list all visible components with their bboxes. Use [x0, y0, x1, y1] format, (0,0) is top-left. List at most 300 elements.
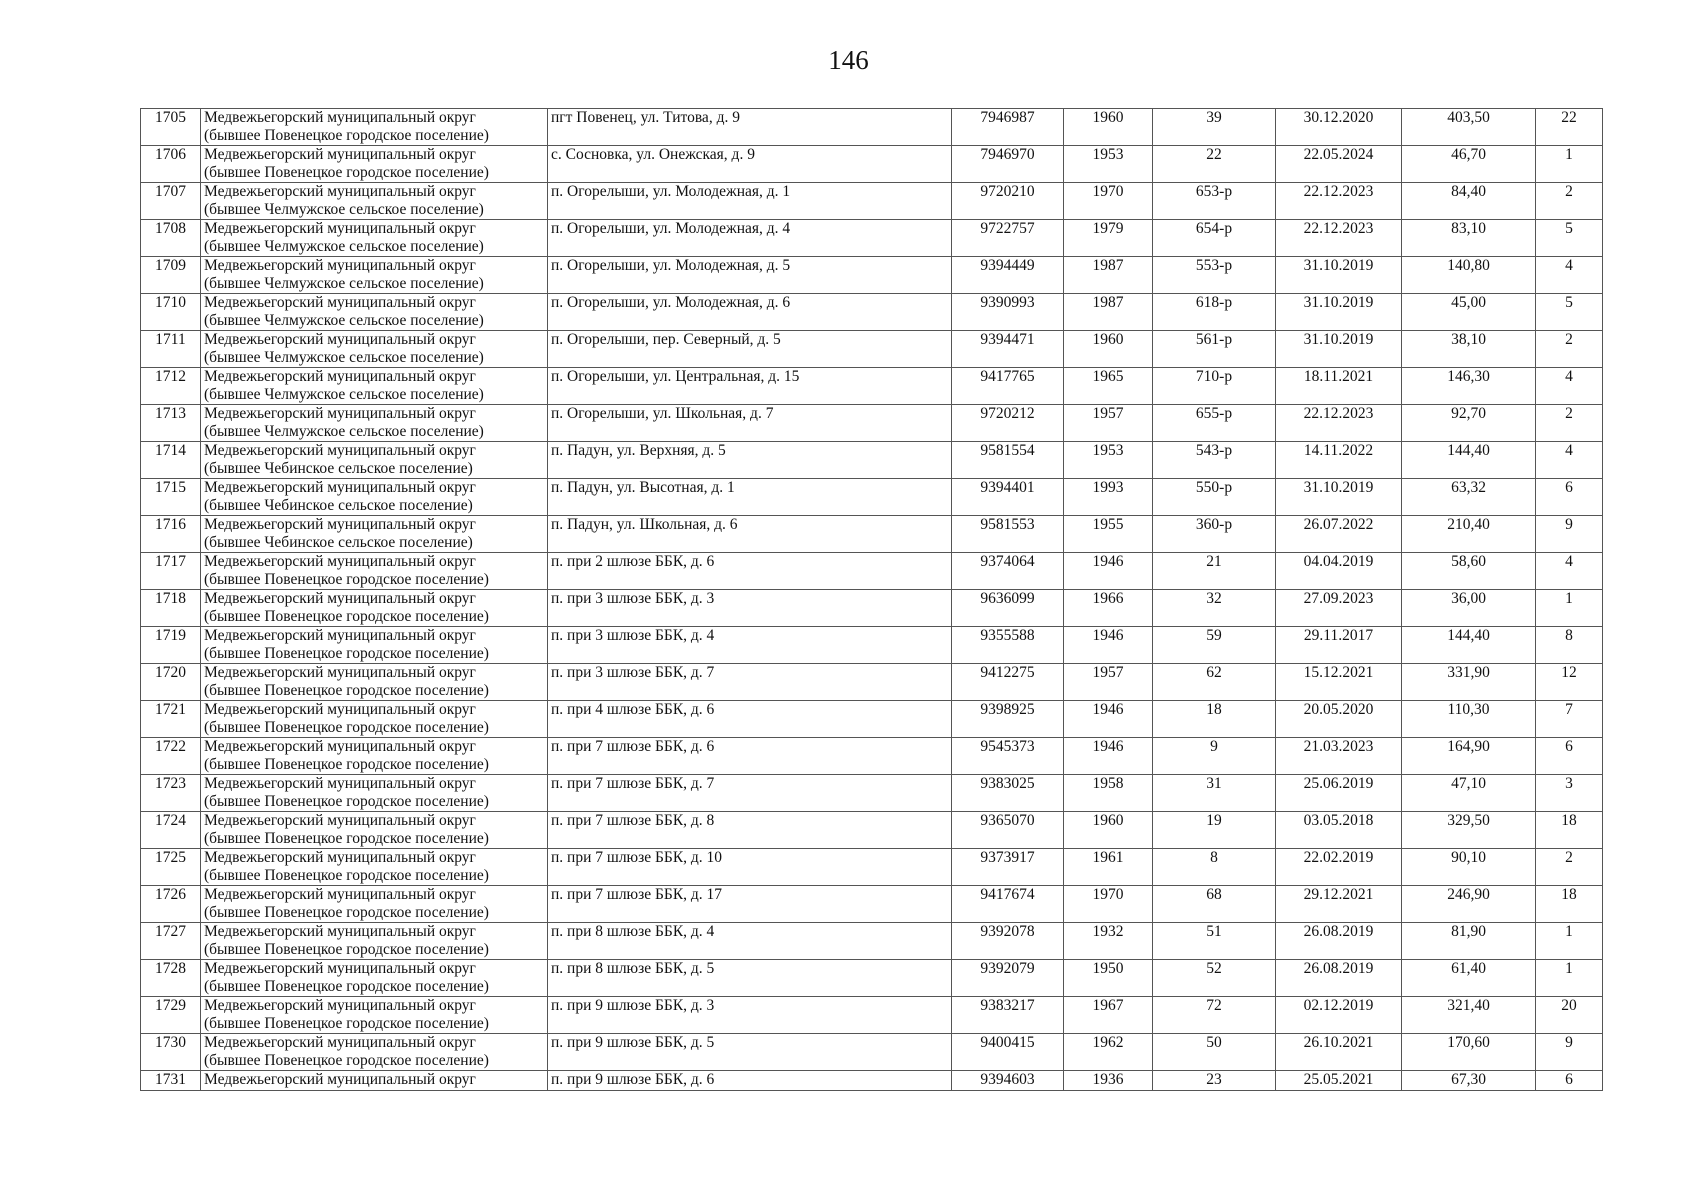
date-cell: 02.12.2019 [1276, 997, 1402, 1034]
municipality-cell [201, 405, 548, 442]
area-cell: 331,90 [1402, 664, 1536, 701]
date-cell: 22.12.2023 [1276, 405, 1402, 442]
document-number-cell: 543-р [1153, 442, 1276, 479]
municipality-cell [201, 701, 548, 738]
municipality-cell [201, 368, 548, 405]
year-cell: 1958 [1064, 775, 1153, 812]
date-cell: 18.11.2021 [1276, 368, 1402, 405]
municipality-name: Медвежьегорский муниципальный округ [204, 1034, 476, 1051]
table-row [141, 257, 1603, 294]
row-number-cell: 1709 [141, 257, 201, 294]
municipality-cell [201, 442, 548, 479]
area-cell: 92,70 [1402, 405, 1536, 442]
registry-body [141, 109, 1603, 1091]
registry-id-cell: 9400415 [952, 1034, 1064, 1071]
count-cell: 2 [1536, 331, 1603, 368]
municipality-cell [201, 257, 548, 294]
row-number-cell: 1711 [141, 331, 201, 368]
municipality-name: Медвежьегорский муниципальный округ [204, 183, 476, 200]
address-cell: п. при 3 шлюзе ББК, д. 7 [548, 664, 952, 701]
document-number-cell: 561-р [1153, 331, 1276, 368]
municipality-cell [201, 109, 548, 146]
year-cell: 1960 [1064, 109, 1153, 146]
former-settlement-name: (бывшее Повенецкое городское поселение) [204, 867, 489, 884]
address-cell: п. при 3 шлюзе ББК, д. 4 [548, 627, 952, 664]
municipality-name: Медвежьегорский муниципальный округ [204, 701, 476, 718]
address-cell: п. Огорелыши, ул. Школьная, д. 7 [548, 405, 952, 442]
document-number-cell: 655-р [1153, 405, 1276, 442]
count-cell: 6 [1536, 738, 1603, 775]
date-cell: 15.12.2021 [1276, 664, 1402, 701]
former-settlement-name: (бывшее Повенецкое городское поселение) [204, 756, 489, 773]
municipality-cell [201, 183, 548, 220]
registry-id-cell: 9355588 [952, 627, 1064, 664]
address-cell: п. при 9 шлюзе ББК, д. 5 [548, 1034, 952, 1071]
table-row [141, 405, 1603, 442]
date-cell: 22.12.2023 [1276, 183, 1402, 220]
table-row [141, 701, 1603, 738]
count-cell: 5 [1536, 294, 1603, 331]
row-number-cell: 1724 [141, 812, 201, 849]
area-cell: 146,30 [1402, 368, 1536, 405]
count-cell: 22 [1536, 109, 1603, 146]
former-settlement-name: (бывшее Повенецкое городское поселение) [204, 904, 489, 921]
former-settlement-name: (бывшее Челмужское сельское поселение) [204, 275, 484, 292]
table-row [141, 368, 1603, 405]
year-cell: 1987 [1064, 257, 1153, 294]
municipality-cell [201, 1071, 548, 1091]
document-number-cell: 550-р [1153, 479, 1276, 516]
document-number-cell: 618-р [1153, 294, 1276, 331]
municipality-name: Медвежьегорский муниципальный округ [204, 1071, 476, 1088]
address-cell: с. Сосновка, ул. Онежская, д. 9 [548, 146, 952, 183]
row-number-cell: 1720 [141, 664, 201, 701]
municipality-cell [201, 220, 548, 257]
document-number-cell: 8 [1153, 849, 1276, 886]
table-row [141, 442, 1603, 479]
area-cell: 61,40 [1402, 960, 1536, 997]
former-settlement-name: (бывшее Повенецкое городское поселение) [204, 682, 489, 699]
municipality-cell [201, 812, 548, 849]
registry-id-cell: 9545373 [952, 738, 1064, 775]
area-cell: 58,60 [1402, 553, 1536, 590]
row-number-cell: 1707 [141, 183, 201, 220]
municipality-name: Медвежьегорский муниципальный округ [204, 109, 476, 126]
municipality-name: Медвежьегорский муниципальный округ [204, 516, 476, 533]
date-cell: 29.11.2017 [1276, 627, 1402, 664]
registry-id-cell: 9581553 [952, 516, 1064, 553]
count-cell: 9 [1536, 516, 1603, 553]
count-cell: 2 [1536, 183, 1603, 220]
row-number-cell: 1722 [141, 738, 201, 775]
year-cell: 1936 [1064, 1071, 1153, 1091]
registry-id-cell: 9636099 [952, 590, 1064, 627]
municipality-name: Медвежьегорский муниципальный округ [204, 664, 476, 681]
row-number-cell: 1730 [141, 1034, 201, 1071]
area-cell: 36,00 [1402, 590, 1536, 627]
page-number: 146 [828, 45, 869, 75]
year-cell: 1950 [1064, 960, 1153, 997]
year-cell: 1970 [1064, 183, 1153, 220]
date-cell: 31.10.2019 [1276, 331, 1402, 368]
municipality-cell [201, 590, 548, 627]
year-cell: 1960 [1064, 331, 1153, 368]
registry-id-cell: 9392078 [952, 923, 1064, 960]
municipality-cell [201, 479, 548, 516]
address-cell: п. Огорелыши, ул. Центральная, д. 15 [548, 368, 952, 405]
area-cell: 84,40 [1402, 183, 1536, 220]
municipality-name: Медвежьегорский муниципальный округ [204, 627, 476, 644]
former-settlement-name: (бывшее Повенецкое городское поселение) [204, 645, 489, 662]
year-cell: 1946 [1064, 553, 1153, 590]
registry-id-cell: 9417765 [952, 368, 1064, 405]
address-cell: п. при 9 шлюзе ББК, д. 3 [548, 997, 952, 1034]
registry-id-cell: 7946987 [952, 109, 1064, 146]
former-settlement-name: (бывшее Повенецкое городское поселение) [204, 127, 489, 144]
address-cell: п. при 8 шлюзе ББК, д. 5 [548, 960, 952, 997]
count-cell: 20 [1536, 997, 1603, 1034]
year-cell: 1955 [1064, 516, 1153, 553]
row-number-cell: 1715 [141, 479, 201, 516]
row-number-cell: 1710 [141, 294, 201, 331]
area-cell: 170,60 [1402, 1034, 1536, 1071]
former-settlement-name: (бывшее Челмужское сельское поселение) [204, 423, 484, 440]
date-cell: 26.10.2021 [1276, 1034, 1402, 1071]
registry-id-cell: 9373917 [952, 849, 1064, 886]
area-cell: 164,90 [1402, 738, 1536, 775]
document-number-cell: 59 [1153, 627, 1276, 664]
table-row [141, 516, 1603, 553]
area-cell: 46,70 [1402, 146, 1536, 183]
former-settlement-name: (бывшее Повенецкое городское поселение) [204, 793, 489, 810]
document-number-cell: 51 [1153, 923, 1276, 960]
registry-id-cell: 9383025 [952, 775, 1064, 812]
count-cell: 18 [1536, 886, 1603, 923]
year-cell: 1946 [1064, 701, 1153, 738]
area-cell: 90,10 [1402, 849, 1536, 886]
municipality-name: Медвежьегорский муниципальный округ [204, 775, 476, 792]
year-cell: 1966 [1064, 590, 1153, 627]
count-cell: 3 [1536, 775, 1603, 812]
document-number-cell: 31 [1153, 775, 1276, 812]
count-cell: 4 [1536, 368, 1603, 405]
municipality-name: Медвежьегорский муниципальный округ [204, 997, 476, 1014]
count-cell: 18 [1536, 812, 1603, 849]
document-number-cell: 653-р [1153, 183, 1276, 220]
row-number-cell: 1725 [141, 849, 201, 886]
count-cell: 9 [1536, 1034, 1603, 1071]
count-cell: 4 [1536, 553, 1603, 590]
municipality-name: Медвежьегорский муниципальный округ [204, 849, 476, 866]
former-settlement-name: (бывшее Повенецкое городское поселение) [204, 1052, 489, 1069]
registry-id-cell: 9417674 [952, 886, 1064, 923]
table-row [141, 664, 1603, 701]
registry-id-cell: 9398925 [952, 701, 1064, 738]
count-cell: 7 [1536, 701, 1603, 738]
table-row [141, 331, 1603, 368]
former-settlement-name: (бывшее Повенецкое городское поселение) [204, 1015, 489, 1032]
table-row [141, 1034, 1603, 1071]
document-number-cell: 18 [1153, 701, 1276, 738]
date-cell: 22.02.2019 [1276, 849, 1402, 886]
area-cell: 63,32 [1402, 479, 1536, 516]
table-row [141, 553, 1603, 590]
former-settlement-name: (бывшее Челмужское сельское поселение) [204, 312, 484, 329]
registry-id-cell: 9581554 [952, 442, 1064, 479]
document-number-cell: 72 [1153, 997, 1276, 1034]
address-cell: п. при 7 шлюзе ББК, д. 6 [548, 738, 952, 775]
row-number-cell: 1706 [141, 146, 201, 183]
date-cell: 03.05.2018 [1276, 812, 1402, 849]
row-number-cell: 1731 [141, 1071, 201, 1091]
former-settlement-name: (бывшее Челмужское сельское поселение) [204, 238, 484, 255]
municipality-cell [201, 849, 548, 886]
date-cell: 25.05.2021 [1276, 1071, 1402, 1091]
municipality-name: Медвежьегорский муниципальный округ [204, 886, 476, 903]
address-cell: п. Огорелыши, пер. Северный, д. 5 [548, 331, 952, 368]
registry-id-cell: 9394401 [952, 479, 1064, 516]
row-number-cell: 1718 [141, 590, 201, 627]
year-cell: 1979 [1064, 220, 1153, 257]
area-cell: 47,10 [1402, 775, 1536, 812]
address-cell: п. при 7 шлюзе ББК, д. 8 [548, 812, 952, 849]
date-cell: 26.08.2019 [1276, 923, 1402, 960]
year-cell: 1957 [1064, 405, 1153, 442]
row-number-cell: 1714 [141, 442, 201, 479]
municipality-cell [201, 960, 548, 997]
municipality-name: Медвежьегорский муниципальный округ [204, 923, 476, 940]
document-number-cell: 68 [1153, 886, 1276, 923]
municipality-name: Медвежьегорский муниципальный округ [204, 405, 476, 422]
municipality-name: Медвежьегорский муниципальный округ [204, 257, 476, 274]
table-row [141, 294, 1603, 331]
area-cell: 329,50 [1402, 812, 1536, 849]
area-cell: 45,00 [1402, 294, 1536, 331]
table-row [141, 590, 1603, 627]
registry-id-cell: 9390993 [952, 294, 1064, 331]
date-cell: 26.07.2022 [1276, 516, 1402, 553]
date-cell: 22.05.2024 [1276, 146, 1402, 183]
area-cell: 321,40 [1402, 997, 1536, 1034]
municipality-cell [201, 775, 548, 812]
area-cell: 83,10 [1402, 220, 1536, 257]
area-cell: 403,50 [1402, 109, 1536, 146]
year-cell: 1965 [1064, 368, 1153, 405]
former-settlement-name: (бывшее Челмужское сельское поселение) [204, 386, 484, 403]
municipality-cell [201, 664, 548, 701]
address-cell: п. Огорелыши, ул. Молодежная, д. 1 [548, 183, 952, 220]
address-cell: п. при 7 шлюзе ББК, д. 10 [548, 849, 952, 886]
table-row [141, 220, 1603, 257]
municipality-name: Медвежьегорский муниципальный округ [204, 220, 476, 237]
row-number-cell: 1717 [141, 553, 201, 590]
year-cell: 1993 [1064, 479, 1153, 516]
count-cell: 1 [1536, 146, 1603, 183]
count-cell: 1 [1536, 590, 1603, 627]
registry-id-cell: 9412275 [952, 664, 1064, 701]
document-number-cell: 50 [1153, 1034, 1276, 1071]
registry-id-cell: 9365070 [952, 812, 1064, 849]
table-row [141, 479, 1603, 516]
area-cell: 246,90 [1402, 886, 1536, 923]
registry-id-cell: 9392079 [952, 960, 1064, 997]
row-number-cell: 1728 [141, 960, 201, 997]
document-number-cell: 22 [1153, 146, 1276, 183]
year-cell: 1967 [1064, 997, 1153, 1034]
count-cell: 1 [1536, 923, 1603, 960]
registry-id-cell: 7946970 [952, 146, 1064, 183]
area-cell: 110,30 [1402, 701, 1536, 738]
table-row [141, 146, 1603, 183]
table-row [141, 183, 1603, 220]
document-number-cell: 39 [1153, 109, 1276, 146]
document-number-cell: 9 [1153, 738, 1276, 775]
municipality-cell [201, 146, 548, 183]
table-row [141, 997, 1603, 1034]
date-cell: 31.10.2019 [1276, 294, 1402, 331]
address-cell: п. при 3 шлюзе ББК, д. 3 [548, 590, 952, 627]
address-cell: пгт Повенец, ул. Титова, д. 9 [548, 109, 952, 146]
area-cell: 38,10 [1402, 331, 1536, 368]
document-number-cell: 32 [1153, 590, 1276, 627]
registry-id-cell: 9720212 [952, 405, 1064, 442]
date-cell: 04.04.2019 [1276, 553, 1402, 590]
date-cell: 30.12.2020 [1276, 109, 1402, 146]
address-cell: п. при 7 шлюзе ББК, д. 17 [548, 886, 952, 923]
area-cell: 81,90 [1402, 923, 1536, 960]
document-number-cell: 21 [1153, 553, 1276, 590]
count-cell: 1 [1536, 960, 1603, 997]
municipality-name: Медвежьегорский муниципальный округ [204, 146, 476, 163]
registry-id-cell: 9374064 [952, 553, 1064, 590]
date-cell: 22.12.2023 [1276, 220, 1402, 257]
registry-id-cell: 9394603 [952, 1071, 1064, 1091]
count-cell: 2 [1536, 849, 1603, 886]
municipality-cell [201, 738, 548, 775]
row-number-cell: 1705 [141, 109, 201, 146]
count-cell: 6 [1536, 1071, 1603, 1091]
table-row [141, 849, 1603, 886]
year-cell: 1946 [1064, 627, 1153, 664]
table-row [141, 960, 1603, 997]
count-cell: 2 [1536, 405, 1603, 442]
address-cell: п. Падун, ул. Верхняя, д. 5 [548, 442, 952, 479]
municipality-name: Медвежьегорский муниципальный округ [204, 479, 476, 496]
year-cell: 1960 [1064, 812, 1153, 849]
municipality-cell [201, 516, 548, 553]
count-cell: 4 [1536, 442, 1603, 479]
address-cell: п. Огорелыши, ул. Молодежная, д. 5 [548, 257, 952, 294]
municipality-cell [201, 997, 548, 1034]
row-number-cell: 1726 [141, 886, 201, 923]
count-cell: 6 [1536, 479, 1603, 516]
table-row [141, 886, 1603, 923]
municipality-name: Медвежьегорский муниципальный округ [204, 738, 476, 755]
municipality-name: Медвежьегорский муниципальный округ [204, 368, 476, 385]
document-number-cell: 23 [1153, 1071, 1276, 1091]
table-row [141, 812, 1603, 849]
row-number-cell: 1708 [141, 220, 201, 257]
row-number-cell: 1719 [141, 627, 201, 664]
date-cell: 31.10.2019 [1276, 257, 1402, 294]
address-cell: п. при 9 шлюзе ББК, д. 6 [548, 1071, 952, 1091]
row-number-cell: 1713 [141, 405, 201, 442]
address-cell: п. при 8 шлюзе ББК, д. 4 [548, 923, 952, 960]
year-cell: 1953 [1064, 442, 1153, 479]
date-cell: 26.08.2019 [1276, 960, 1402, 997]
former-settlement-name: (бывшее Чебинское сельское поселение) [204, 534, 473, 551]
address-cell: п. Падун, ул. Школьная, д. 6 [548, 516, 952, 553]
municipality-name: Медвежьегорский муниципальный округ [204, 960, 476, 977]
document-number-cell: 19 [1153, 812, 1276, 849]
year-cell: 1957 [1064, 664, 1153, 701]
former-settlement-name: (бывшее Повенецкое городское поселение) [204, 830, 489, 847]
count-cell: 8 [1536, 627, 1603, 664]
date-cell: 27.09.2023 [1276, 590, 1402, 627]
registry-table [140, 108, 1603, 1091]
row-number-cell: 1729 [141, 997, 201, 1034]
address-cell: п. при 2 шлюзе ББК, д. 6 [548, 553, 952, 590]
area-cell: 67,30 [1402, 1071, 1536, 1091]
municipality-name: Медвежьегорский муниципальный округ [204, 553, 476, 570]
address-cell: п. Огорелыши, ул. Молодежная, д. 6 [548, 294, 952, 331]
registry-id-cell: 9720210 [952, 183, 1064, 220]
date-cell: 31.10.2019 [1276, 479, 1402, 516]
former-settlement-name: (бывшее Челмужское сельское поселение) [204, 201, 484, 218]
year-cell: 1970 [1064, 886, 1153, 923]
municipality-cell [201, 627, 548, 664]
former-settlement-name: (бывшее Чебинское сельское поселение) [204, 497, 473, 514]
row-number-cell: 1723 [141, 775, 201, 812]
municipality-cell [201, 886, 548, 923]
count-cell: 5 [1536, 220, 1603, 257]
municipality-cell [201, 923, 548, 960]
municipality-cell [201, 553, 548, 590]
former-settlement-name: (бывшее Повенецкое городское поселение) [204, 978, 489, 995]
date-cell: 21.03.2023 [1276, 738, 1402, 775]
count-cell: 12 [1536, 664, 1603, 701]
municipality-name: Медвежьегорский муниципальный округ [204, 812, 476, 829]
row-number-cell: 1712 [141, 368, 201, 405]
former-settlement-name: (бывшее Повенецкое городское поселение) [204, 164, 489, 181]
former-settlement-name: (бывшее Повенецкое городское поселение) [204, 571, 489, 588]
municipality-name: Медвежьегорский муниципальный округ [204, 590, 476, 607]
address-cell: п. Огорелыши, ул. Молодежная, д. 4 [548, 220, 952, 257]
document-number-cell: 553-р [1153, 257, 1276, 294]
document-number-cell: 654-р [1153, 220, 1276, 257]
former-settlement-name: (бывшее Челмужское сельское поселение) [204, 349, 484, 366]
municipality-cell [201, 294, 548, 331]
row-number-cell: 1727 [141, 923, 201, 960]
row-number-cell: 1716 [141, 516, 201, 553]
table-row [141, 923, 1603, 960]
table-row [141, 738, 1603, 775]
year-cell: 1932 [1064, 923, 1153, 960]
table-row [141, 627, 1603, 664]
area-cell: 144,40 [1402, 442, 1536, 479]
year-cell: 1953 [1064, 146, 1153, 183]
former-settlement-name: (бывшее Чебинское сельское поселение) [204, 460, 473, 477]
area-cell: 140,80 [1402, 257, 1536, 294]
year-cell: 1962 [1064, 1034, 1153, 1071]
registry-id-cell: 9394449 [952, 257, 1064, 294]
date-cell: 14.11.2022 [1276, 442, 1402, 479]
document-number-cell: 62 [1153, 664, 1276, 701]
address-cell: п. при 7 шлюзе ББК, д. 7 [548, 775, 952, 812]
municipality-name: Медвежьегорский муниципальный округ [204, 294, 476, 311]
table-row [141, 1071, 1603, 1091]
address-cell: п. при 4 шлюзе ББК, д. 6 [548, 701, 952, 738]
